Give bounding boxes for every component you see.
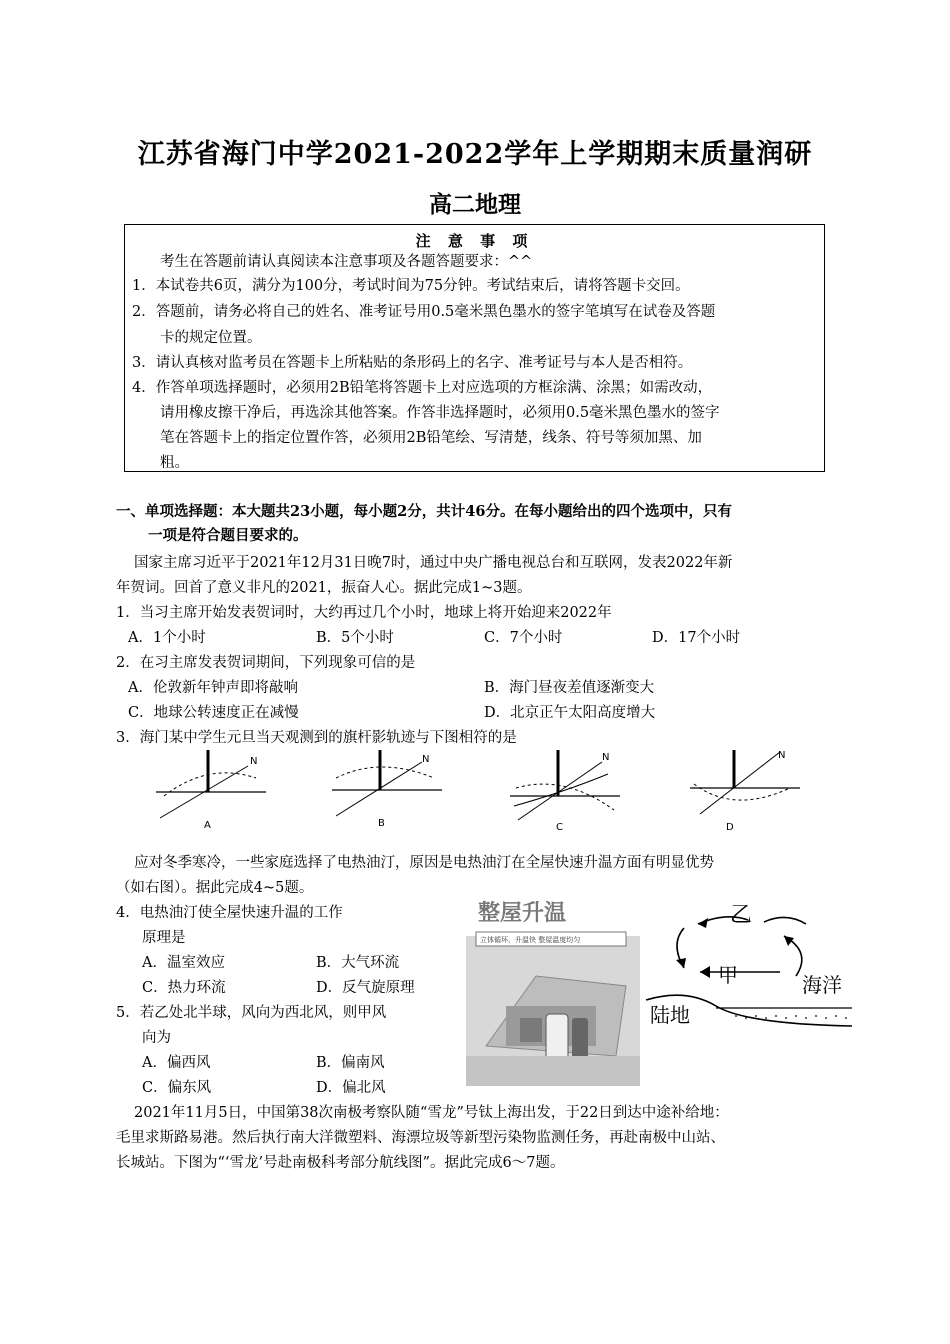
option-d: D．偏北风: [316, 1080, 386, 1096]
shadow-figure-d: [684, 744, 806, 836]
option-d: D．17个小时: [652, 630, 741, 646]
lower-label: 甲: [718, 963, 738, 987]
notice-intro: 考生在答题前请认真阅读本注意事项及各题答题要求：^^: [160, 254, 533, 270]
notice-item: 3．请认真核对监考员在答题卡上所粘贴的条形码上的名字、准考证号与本人是否相符。: [132, 355, 693, 371]
option-b: B．5个小时: [316, 630, 394, 646]
option-d: D．北京正午太阳高度增大: [484, 705, 656, 721]
question-3-stem: 3．海门某中学生元旦当天观测到的旗杆影轨迹与下图相符的是: [116, 730, 517, 746]
section-heading: 一项是符合题目要求的。: [148, 527, 308, 544]
figure-label: B: [378, 818, 385, 829]
passage-text: 长城站。下图为“‘雪龙’号赴南极科考部分航线图”。据此完成6～7题。: [116, 1155, 565, 1171]
notice-item: 4．作答单项选择题时，必须用2B铅笔将答题卡上对应选项的方框涂满、涂黑；如需改动，: [132, 380, 713, 396]
exam-subject: 高二地理: [429, 191, 521, 218]
north-label: N: [250, 756, 258, 767]
question-4-stem: 4．电热油汀使全屋快速升温的工作: [116, 905, 343, 921]
north-label: N: [422, 754, 430, 765]
option-d: D．反气旋原理: [316, 980, 415, 996]
north-label: N: [778, 750, 786, 761]
option-c: C．热力环流: [142, 980, 226, 996]
sea-label: 海洋: [802, 973, 842, 997]
figure-label: A: [204, 820, 211, 831]
option-b: B．偏南风: [316, 1055, 385, 1071]
option-a: A．偏西风: [142, 1055, 211, 1071]
notice-item: 粗。: [160, 455, 189, 471]
question-1-stem: 1．当习主席开始发表贺词时，大约再过几个小时，地球上将开始迎来2022年: [116, 605, 612, 621]
notice-item: 2．答题前，请务必将自己的姓名、准考证号用0.5毫米黑色墨水的签字笔填写在试卷及答题: [132, 304, 716, 320]
option-c: C．7个小时: [484, 630, 563, 646]
photo-caption: 立体循环，升温快 整屋温度均匀: [480, 936, 581, 944]
north-label: N: [602, 752, 610, 763]
question-4-stem: 原理是: [142, 930, 186, 946]
option-a: A．1个小时: [128, 630, 206, 646]
option-b: B．大气环流: [316, 955, 400, 971]
figure-label: D: [726, 822, 734, 833]
question-2-stem: 2．在习主席发表贺词期间，下列现象可信的是: [116, 655, 416, 671]
shadow-figure-c: [504, 744, 626, 836]
notice-item: 卡的规定位置。: [160, 330, 262, 346]
passage-text: 国家主席习近平于2021年12月31日晚7时，通过中央广播电视总台和互联网，发表2022年新: [134, 555, 733, 571]
notice-title: 注 意 事 项: [415, 232, 534, 250]
land-label: 陆地: [650, 1003, 690, 1027]
section-heading: 一、单项选择题：本大题共23小题，每小题2分，共计46分。在每小题给出的四个选项中，只有: [116, 503, 732, 520]
circulation-diagram: [646, 896, 852, 1046]
notice-item: 笔在答题卡上的指定位置作答，必须用2B铅笔绘、写清楚，线条、符号等须加黑、加: [160, 430, 702, 446]
passage-text: 应对冬季寒冷，一些家庭选择了电热油汀，原因是电热油汀在全屋快速升温方面有明显优势: [134, 855, 714, 871]
figure-label: C: [556, 822, 563, 833]
notice-item: 请用橡皮擦干净后，再选涂其他答案。作答非选择题时，必须用0.5毫米黑色墨水的签字: [160, 405, 720, 421]
passage-text: 毛里求斯路易港。然后执行南大洋微塑料、海漂垃圾等新型污染物监测任务，再赴南极中山站、: [116, 1130, 725, 1146]
question-5-stem: 5．若乙处北半球，风向为西北风，则甲风: [116, 1005, 387, 1021]
option-a: A．温室效应: [142, 955, 225, 971]
passage-text: 2021年11月5日，中国第38次南极考察队随“雪龙”号钛上海出发，于22日到达中途补给地：: [134, 1105, 729, 1121]
passage-text: （如右图）。据此完成4~5题。: [116, 880, 314, 896]
photo-title: 整屋升温: [478, 901, 567, 926]
question-5-stem: 向为: [142, 1030, 171, 1046]
exam-title: 江苏省海门中学2021-2022学年上学期期末质量润研: [137, 139, 813, 170]
shadow-figure-a: [150, 744, 272, 836]
passage-text: 年贺词。回首了意义非凡的2021，振奋人心。据此完成1~3题。: [116, 580, 532, 596]
option-b: B．海门昼夜差值逐渐变大: [484, 680, 655, 696]
option-a: A．伦敦新年钟声即将敲响: [128, 680, 298, 696]
upper-label: 乙: [730, 903, 753, 928]
option-c: C．偏东风: [142, 1080, 212, 1096]
option-c: C．地球公转速度正在减慢: [128, 705, 299, 721]
shadow-figure-b: [326, 744, 448, 836]
notice-item: 1．本试卷共6页，满分为100分，考试时间为75分钟。考试结束后，请将答题卡交回。: [132, 278, 690, 294]
heater-photo: [466, 896, 640, 1086]
